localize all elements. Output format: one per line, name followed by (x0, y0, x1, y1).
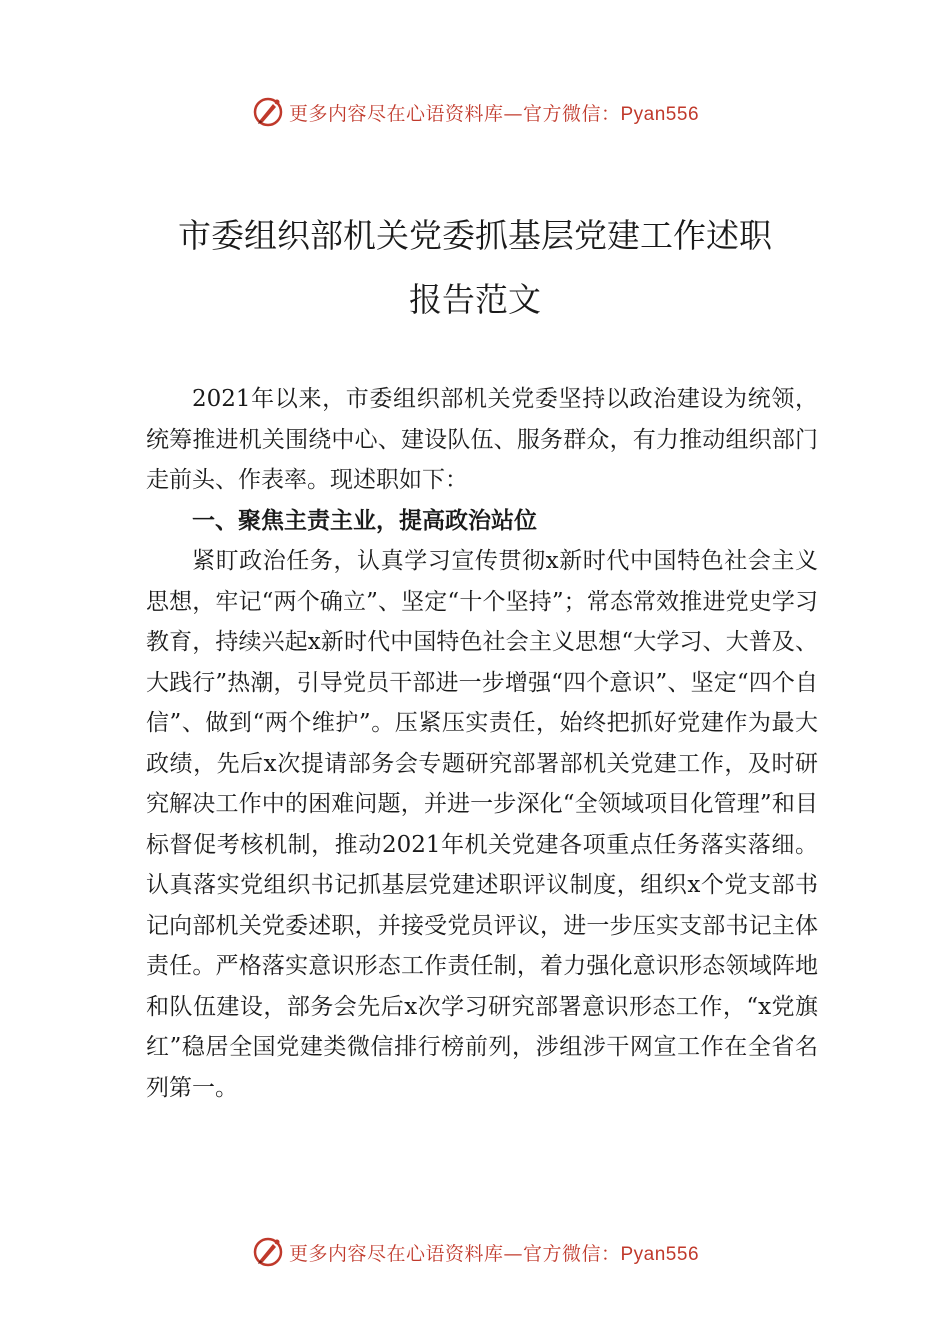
document-body (146, 379, 818, 1108)
section1-paragraph: 紧盯政治任务，认真学习宣传贯彻x新时代中国特色社会主义思想，牢记“两个确立”、坚定“十个坚持”；常态常效推进党史学习教育，持续兴起x新时代中国特色社会主义思想“大学习、大普及、大践行”热潮，引导党员干部进一步增强“四个意识”、坚定“四个自信”、做到“两个维护”。压紧压实责任，始终把抓好党建作为最大政绩，先后x次提请部务会专题研究部署部机关党建工作，及时研究解决工作中的困难问题，并进一步深化“全领域项目化管理”和目标督促考核机制，推动2021年机关党建各项重点任务落实落细。认真落实党组织书记抓基层党建述职评议制度，组织x个党支部书记向部机关党委述职，并接受党员评议，进一步压实支部书记主体责任。严格落实意识形态工作责任制，着力强化意识形态领域阵地和队伍建设，部务会先后x次学习研究部署意识形态工作，“x党旗红”稳居全国党建类微信排行榜前列，涉组涉干网宣工作在全省名列第一。 (146, 548, 818, 1101)
watermark-text: 更多内容尽在心语资料库—官方微信：Pyan556 (288, 102, 700, 125)
document-title-line2: 报告范文 (409, 280, 541, 319)
footer-watermark (0, 1232, 950, 1272)
pen-logo-icon (251, 1235, 285, 1269)
pen-logo-icon (251, 95, 285, 129)
section1-heading: 一、聚焦主责主业，提高政治站位 (192, 507, 537, 534)
document-title-line1: 市委组织部机关党委抓基层党建工作述职 (178, 216, 772, 255)
watermark-text: 更多内容尽在心语资料库—官方微信：Pyan556 (288, 1242, 700, 1265)
intro-paragraph: 2021年以来，市委组织部机关党委坚持以政治建设为统领，统筹推进机关围绕中心、建设队伍、服务群众，有力推动组织部门走前头、作表率。现述职如下： (146, 386, 818, 493)
header-watermark (0, 92, 950, 132)
